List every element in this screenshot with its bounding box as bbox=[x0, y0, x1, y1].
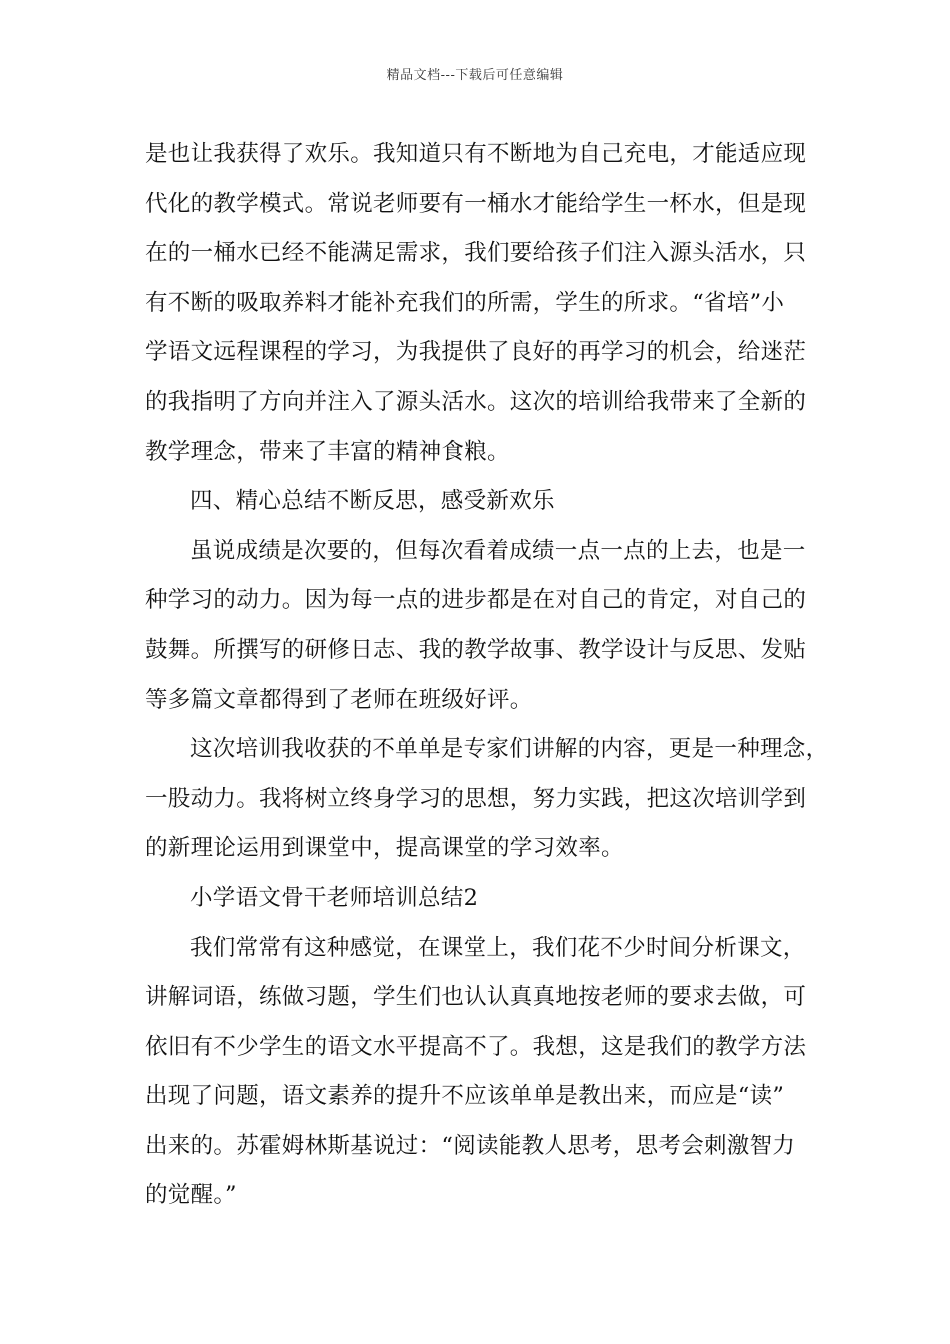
text-line: 是也让我获得了欢乐。我知道只有不断地为自己充电，才能适应现 bbox=[145, 141, 807, 167]
document-body bbox=[145, 130, 829, 1221]
text-line: 虽说成绩是次要的，但每次看着成绩一点一点的上去，也是一 bbox=[190, 537, 806, 564]
text-line: 一股动力。我将树立终身学习的思想，努力实践，把这次培训学到 bbox=[145, 785, 807, 812]
text-line: 种学习的动力。因为每一点的进步都是在对自己的肯定，对自己的 bbox=[145, 587, 807, 614]
text-line: 这次培训我收获的不单单是专家们讲解的内容，更是一种理念， bbox=[190, 736, 829, 763]
text-line: 学语文远程课程的学习，为我提供了良好的再学习的机会，给迷茫 bbox=[145, 339, 807, 366]
section-title: 小学语文骨干老师培训总结2 bbox=[190, 884, 479, 911]
text-line: 等多篇文章都得到了老师在班级好评。 bbox=[145, 686, 533, 713]
text-line: 的觉醒。” bbox=[145, 1182, 237, 1209]
text-line: 出来的。苏霍姆林斯基说过：“阅读能教人思考，思考会刺激智力 bbox=[145, 1132, 796, 1159]
page-header: 精品文档---下载后可任意编辑 bbox=[386, 68, 564, 83]
text-line: 依旧有不少学生的语文水平提高不了。我想，这是我们的教学方法 bbox=[145, 1033, 807, 1060]
text-line: 的我指明了方向并注入了源头活水。这次的培训给我带来了全新的 bbox=[145, 388, 807, 415]
text-line: 的新理论运用到课堂中，提高课堂的学习效率。 bbox=[145, 835, 624, 862]
text-line: 出现了问题，语文素养的提升不应该单单是教出来，而应是“读” bbox=[145, 1083, 785, 1110]
text-line: 代化的教学模式。常说老师要有一桶水才能给学生一杯水，但是现 bbox=[145, 190, 807, 217]
text-line: 教学理念，带来了丰富的精神食粮。 bbox=[145, 438, 510, 465]
text-line: 在的一桶水已经不能满足需求，我们要给孩子们注入源头活水，只 bbox=[145, 240, 807, 267]
section-heading: 四、精心总结不断反思，感受新欢乐 bbox=[190, 488, 555, 515]
text-line: 有不断的吸取养料才能补充我们的所需，学生的所求。“省培”小 bbox=[145, 289, 785, 316]
text-line: 讲解词语，练做习题，学生们也认认真真地按老师的要求去做，可 bbox=[145, 984, 807, 1011]
text-line: 鼓舞。所撰写的研修日志、我的教学故事、教学设计与反思、发贴 bbox=[145, 636, 807, 663]
text-line: 我们常常有这种感觉，在课堂上，我们花不少时间分析课文， bbox=[190, 934, 806, 961]
